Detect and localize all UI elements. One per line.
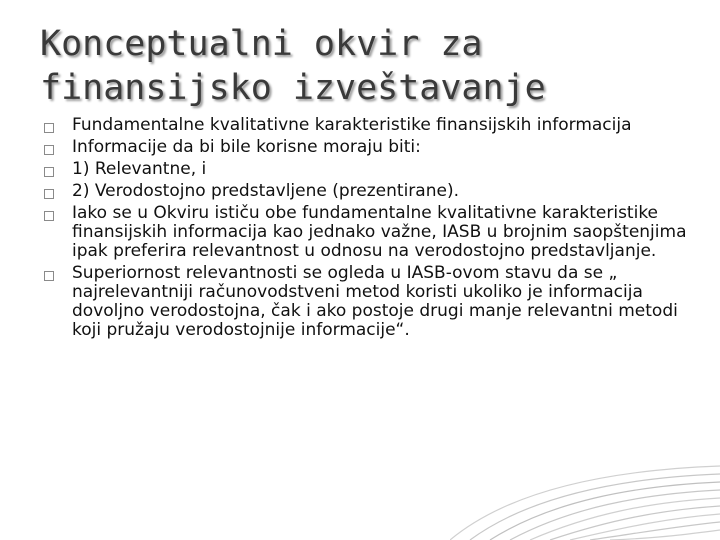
bullet-text: Iako se u Okviru ističu obe fundamentalne kvalitativne karakteristike finansijskih informacija kao jednako važne, IASB u brojnim saopštenjima ipak preferira relevantnost u odnosu na verodostojno predstavljanje. <box>72 203 687 261</box>
bullet-item <box>40 160 690 179</box>
square-bullet-icon <box>44 211 54 221</box>
bullet-list <box>40 116 690 343</box>
bullet-item <box>40 116 690 135</box>
bullet-item <box>40 138 690 157</box>
bullet-text: Superiornost relevantnosti se ogleda u IASB-ovom stavu da se „ najrelevantniji računovodstveni metod koristi ukoliko je informacija dovoljno verodostojna, čak i ako postoje drugi manje relevantni metodi koji pružaju verodostojnije informacije“. <box>72 263 678 340</box>
corner-wave-decoration <box>450 460 720 540</box>
bullet-item <box>40 264 690 340</box>
bullet-text: 1) Relevantne, i <box>72 159 207 179</box>
bullet-text: 2) Verodostojno predstavljene (prezentirane). <box>72 181 459 201</box>
square-bullet-icon <box>44 167 54 177</box>
square-bullet-icon <box>44 189 54 199</box>
bullet-text: Informacije da bi bile korisne moraju biti: <box>72 137 421 157</box>
corner-wave-svg <box>450 460 720 540</box>
slide-title: Konceptualni okvir za finansijsko izveštavanje <box>40 24 546 108</box>
square-bullet-icon <box>44 123 54 133</box>
bullet-item <box>40 182 690 201</box>
square-bullet-icon <box>44 145 54 155</box>
bullet-text: Fundamentalne kvalitativne karakteristike finansijskih informacija <box>72 115 632 135</box>
square-bullet-icon <box>44 271 54 281</box>
bullet-item <box>40 204 690 261</box>
